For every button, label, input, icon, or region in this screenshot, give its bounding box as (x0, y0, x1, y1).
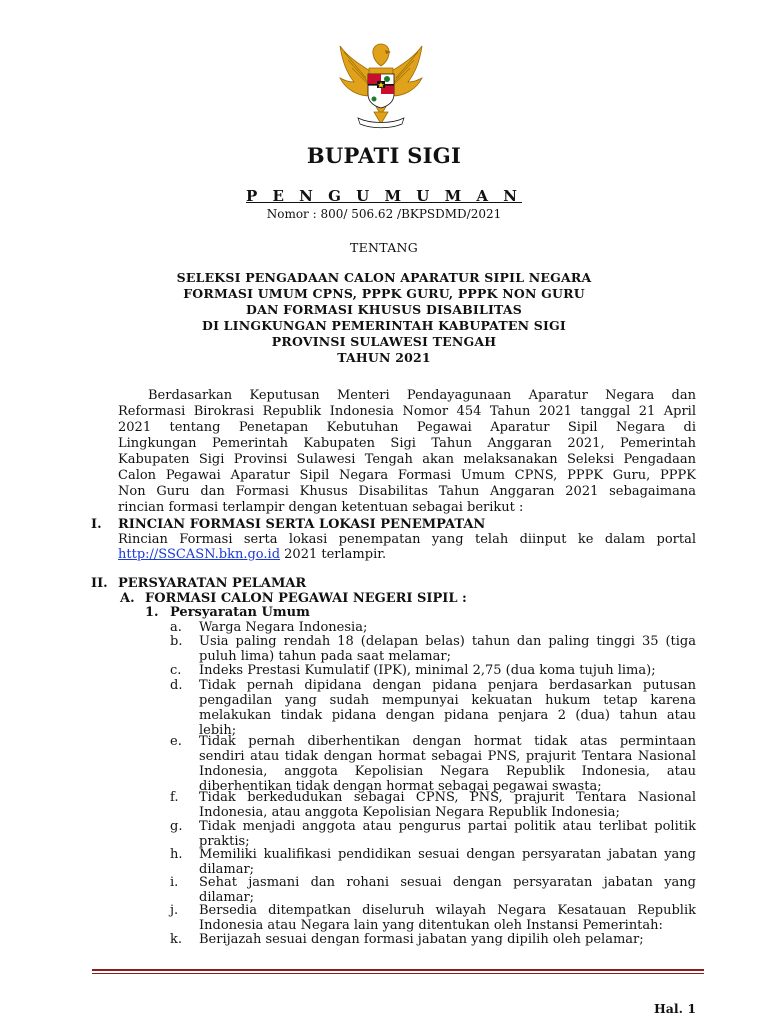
section-2-title: PERSYARATAN PELAMAR (118, 576, 307, 591)
list-item-line: Tidak berkedudukan sebagai CPNS, PNS, prajurit Tentara Nasional (199, 790, 696, 805)
list-item-line: sendiri atau tidak dengan hormat sebagai PNS, prajurit Tentara Nasional (199, 749, 696, 764)
list-item-line: Warga Negara Indonesia; (199, 620, 368, 635)
list-item-line: Indeks Prestasi Kumulatif (IPK), minimal 2,75 (dua koma tujuh lima); (199, 663, 656, 678)
list-item-line: Usia paling rendah 18 (delapan belas) tahun dan paling tinggi 35 (tiga (199, 634, 696, 649)
list-item-text (199, 678, 696, 738)
subject-line: FORMASI UMUM CPNS, PPPK GURU, PPPK NON GURU (183, 286, 585, 301)
list-item-line: praktis; (199, 834, 250, 849)
list-item-line: Tidak pernah diberhentikan dengan hormat tidak atas permintaan (199, 734, 696, 749)
sscasn-link[interactable]: http://SSCASN.bkn.go.id (118, 547, 281, 562)
list-item-text (199, 932, 696, 947)
list-item-text (199, 875, 696, 905)
tentang-label: TENTANG (349, 240, 419, 255)
subject-line: DAN FORMASI KHUSUS DISABILITAS (246, 302, 522, 317)
list-item-line: Indonesia atau Negara lain yang ditentukan oleh Instansi Pemerintah: (199, 918, 663, 933)
list-item-text (199, 903, 696, 933)
paragraph-line: Reformasi Birokrasi Republik Indonesia Nomor 454 Tahun 2021 tanggal 21 April (118, 404, 696, 419)
list-item-text (199, 819, 696, 849)
subject-line: DI LINGKUNGAN PEMERINTAH KABUPATEN SIGI (202, 318, 566, 333)
list-item-text (199, 620, 696, 635)
list-item-letter: d. (170, 678, 183, 693)
subsection-a-title: FORMASI CALON PEGAWAI NEGERI SIPIL : (145, 591, 467, 606)
list-item-text (199, 634, 696, 664)
footer-rule-thin (92, 973, 704, 974)
list-item-line: Memiliki kualifikasi pendidikan sesuai dengan persyaratan jabatan yang (199, 847, 696, 862)
list-item-letter: g. (170, 819, 183, 834)
announcement-heading: P E N G U M U M A N (246, 187, 522, 205)
list-item-line: Tidak pernah dipidana dengan pidana penjara berdasarkan putusan (199, 678, 696, 693)
list-item-letter: a. (170, 620, 182, 635)
list-item-line: Berijazah sesuai dengan formasi jabatan yang dipilih oleh pelamar; (199, 932, 644, 947)
list-item-line: Bersedia ditempatkan diseluruh wilayah Negara Kesatauan Republik (199, 903, 696, 918)
list-item-letter: i. (170, 875, 179, 890)
list-item-line: dilamar; (199, 862, 255, 877)
document-number: Nomor : 800/ 506.62 /BKPSDMD/2021 (266, 207, 502, 221)
paragraph-line: Kabupaten Sigi Provinsi Sulawesi Tengah akan melaksanakan Seleksi Pengadaan (118, 452, 696, 467)
section-1-text-line2: http://SSCASN.bkn.go.id 2021 terlampir. (118, 547, 387, 562)
paragraph-line: rincian formasi terlampir dengan ketentuan sebagai berikut : (118, 500, 524, 515)
list-item-line: dilamar; (199, 890, 255, 905)
section-1-title: RINCIAN FORMASI SERTA LOKASI PENEMPATAN (118, 517, 486, 532)
list-item-text (199, 790, 696, 820)
list-item-text (199, 734, 696, 794)
list-item-letter: f. (170, 790, 179, 805)
list-item-line: pengadilan yang sudah mempunyai kekuatan hukum tetap karena (199, 693, 696, 708)
intro-paragraph (118, 388, 696, 516)
page-number: Hal. 1 (654, 1001, 697, 1016)
list-item-line: melakukan tindak pidana dengan pidana penjara 2 (dua) tahun atau (199, 708, 696, 723)
document-title: BUPATI SIGI (306, 143, 462, 168)
list-item-letter: h. (170, 847, 183, 862)
garuda-emblem-icon (336, 38, 426, 133)
section-1-number: I. (91, 517, 102, 532)
subsection-1-title: Persyaratan Umum (170, 605, 310, 620)
subject-line: SELEKSI PENGADAAN CALON APARATUR SIPIL NEGARA (176, 270, 592, 285)
list-item-line: lebih; (199, 723, 237, 738)
subject-line: PROVINSI SULAWESI TENGAH (271, 334, 497, 349)
list-item-letter: j. (170, 903, 179, 918)
section-2-number: II. (91, 576, 108, 591)
list-item-line: Indonesia, atau anggota Kepolisian Negara Republik Indonesia; (199, 805, 620, 820)
list-item-line: Tidak menjadi anggota atau pengurus partai politik atau terlibat politik (199, 819, 696, 834)
subject-line: TAHUN 2021 (337, 350, 431, 365)
list-item-letter: c. (170, 663, 182, 678)
list-item-text (199, 663, 696, 678)
section-1-text: Rincian Formasi serta lokasi penempatan yang telah diinput ke dalam portal (118, 532, 696, 547)
subsection-1-number: 1. (145, 605, 159, 620)
list-item-line: Indonesia, anggota Kepolisian Negara Republik Indonesia, atau (199, 764, 696, 779)
list-item-text (199, 847, 696, 877)
footer-rule (92, 969, 704, 971)
list-item-line: diberhentikan tidak dengan hormat sebagai pegawai swasta; (199, 779, 602, 794)
subject-block (0, 270, 768, 366)
list-item-line: Sehat jasmani dan rohani sesuai dengan persyaratan jabatan yang (199, 875, 696, 890)
list-item-letter: e. (170, 734, 182, 749)
subsection-a-letter: A. (120, 591, 135, 606)
paragraph-line: Calon Pegawai Aparatur Sipil Negara Formasi Umum CPNS, PPPK Guru, PPPK (118, 468, 696, 483)
list-item-letter: b. (170, 634, 183, 649)
paragraph-line: 2021 tentang Penetapan Kebutuhan Pegawai Aparatur Sipil Negara di (118, 420, 696, 435)
list-item-line: puluh lima) tahun pada saat melamar; (199, 649, 451, 664)
paragraph-line: Lingkungan Pemerintah Kabupaten Sigi Tahun Anggaran 2021, Pemerintah (118, 436, 696, 451)
list-item-letter: k. (170, 932, 183, 947)
paragraph-line: Berdasarkan Keputusan Menteri Pendayagunaan Aparatur Negara dan (148, 388, 696, 403)
paragraph-line: Non Guru dan Formasi Khusus Disabilitas Tahun Anggaran 2021 sebagaimana (118, 484, 696, 499)
